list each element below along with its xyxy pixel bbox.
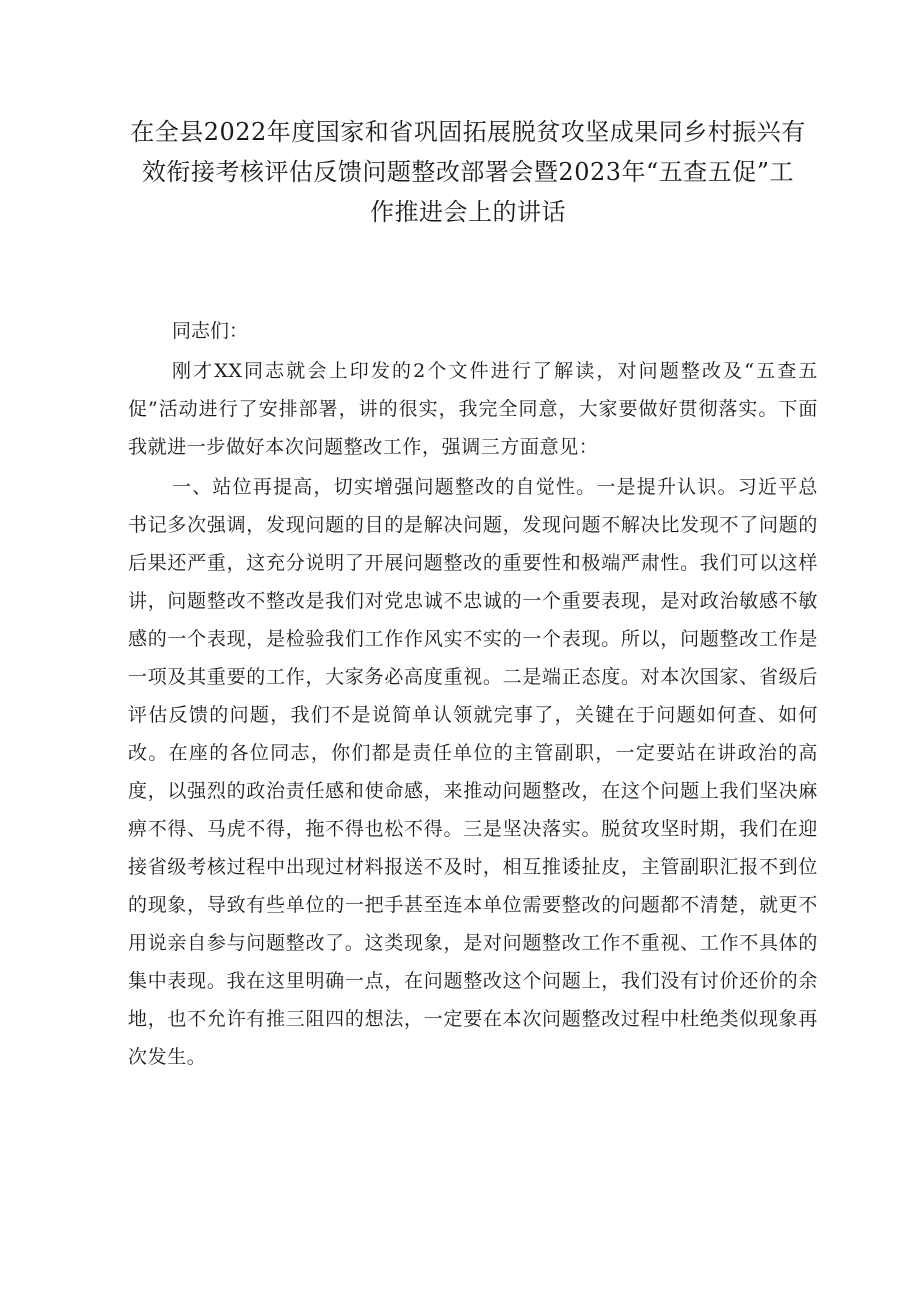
salutation: 同志们： — [172, 320, 249, 342]
document-title — [118, 112, 818, 232]
title-line-3: 作推进会上的讲话 — [370, 198, 566, 226]
title-line-2: 效衔接考核评估反馈问题整改部署会暨2023年“五查五促”工 — [141, 158, 795, 186]
document-body — [128, 310, 818, 1076]
paragraph-intro: 刚才XX同志就会上印发的2个文件进行了解读，对问题整改及“五查五促”活动进行了安排部署，讲的很实，我完全同意，大家要做好贯彻落实。下面我就进一步做好本次问题整改工作，强调三方面意见： — [128, 360, 818, 458]
paragraph-section-one: 一、站位再提高，切实增强问题整改的自觉性。一是提升认识。习近平总书记多次强调，发现问题的目的是解决问题，发现问题不解决比发现不了问题的后果还严重，这充分说明了开展问题整改的重要性和极端严肃性。我们可以这样讲，问题整改不整改是我们对党忠诚不忠诚的一个重要表现，是对政治敏感不敏感的一个表现，是检验我们工作作风实不实的一个表现。所以，问题整改工作是一项及其重要的工作，大家务必高度重视。二是端正态度。对本次国家、省级后评估反馈的问题，我们不是说简单认领就完事了，关键在于问题如何查、如何改。在座的各位同志，你们都是责任单位的主管副职，一定要站在讲政治的高度，以强烈的政治责任感和使命感，来推动问题整改，在这个问题上我们坚决麻痹不得、马虎不得，拖不得也松不得。三是坚决落实。脱贫攻坚时期，我们在迎接省级考核过程中出现过材料报送不及时，相互推诿扯皮，主管副职汇报不到位的现象，导致有些单位的一把手甚至连本单位需要整改的问题都不清楚，就更不用说亲自参与问题整改了。这类现象，是对问题整改工作不重视、工作不具体的集中表现。我在这里明确一点，在问题整改这个问题上，我们没有讨价还价的余地，也不允许有推三阻四的想法，一定要在本次问题整改过程中杜绝类似现象再次发生。 — [128, 476, 818, 1068]
title-line-1: 在全县2022年度国家和省巩固拓展脱贫攻坚成果同乡村振兴有 — [130, 118, 806, 146]
